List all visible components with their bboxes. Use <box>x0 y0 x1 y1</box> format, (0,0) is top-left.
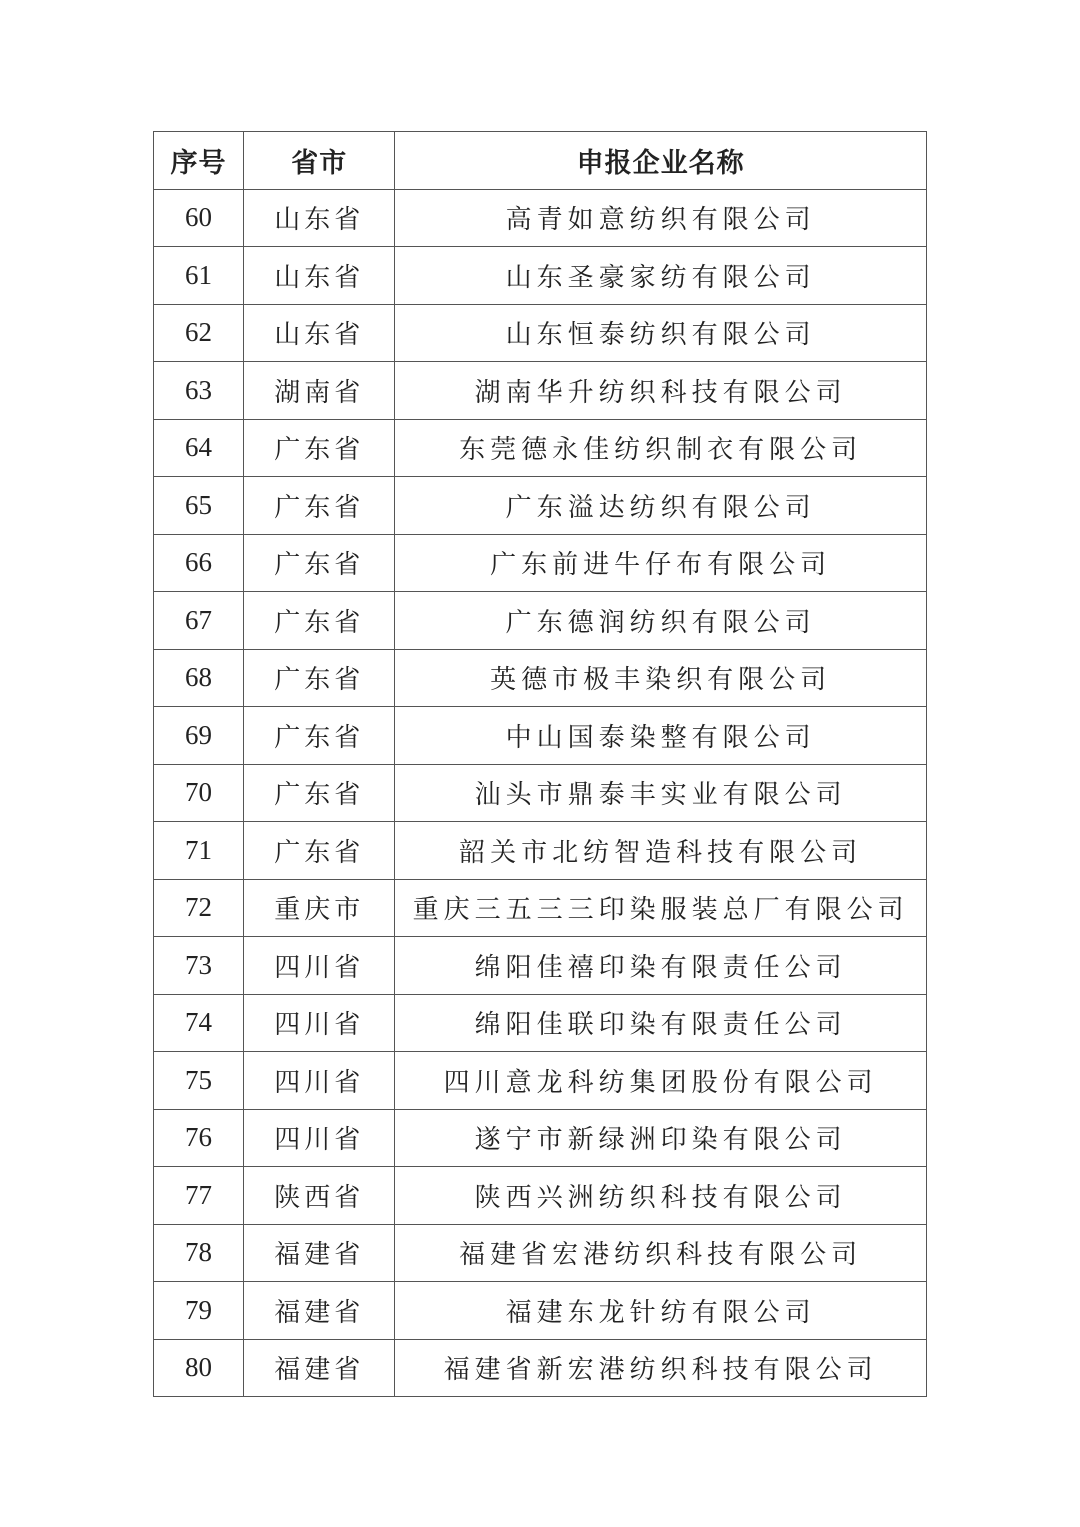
header-company-name: 申报企业名称 <box>395 132 927 190</box>
cell-province: 陕西省 <box>244 1167 395 1225</box>
cell-company-name: 福建东龙针纺有限公司 <box>395 1282 927 1340</box>
table-row <box>154 1167 927 1225</box>
table-row <box>154 592 927 650</box>
cell-province: 四川省 <box>244 1109 395 1167</box>
cell-company-name: 福建省新宏港纺织科技有限公司 <box>395 1339 927 1397</box>
cell-company-name: 重庆三五三三印染服装总厂有限公司 <box>395 879 927 937</box>
cell-province: 山东省 <box>244 189 395 247</box>
cell-company-name: 四川意龙科纺集团股份有限公司 <box>395 1052 927 1110</box>
table-row <box>154 1224 927 1282</box>
cell-company-name: 山东圣豪家纺有限公司 <box>395 247 927 305</box>
cell-serial-number: 60 <box>154 189 244 247</box>
cell-company-name: 中山国泰染整有限公司 <box>395 707 927 765</box>
cell-company-name: 东莞德永佳纺织制衣有限公司 <box>395 419 927 477</box>
cell-serial-number: 64 <box>154 419 244 477</box>
cell-company-name: 高青如意纺织有限公司 <box>395 189 927 247</box>
table-row <box>154 1109 927 1167</box>
table-row <box>154 649 927 707</box>
table-row <box>154 879 927 937</box>
table-row <box>154 707 927 765</box>
cell-serial-number: 80 <box>154 1339 244 1397</box>
table-row <box>154 822 927 880</box>
cell-company-name: 广东溢达纺织有限公司 <box>395 477 927 535</box>
cell-province: 湖南省 <box>244 362 395 420</box>
cell-company-name: 广东前进牛仔布有限公司 <box>395 534 927 592</box>
cell-company-name: 遂宁市新绿洲印染有限公司 <box>395 1109 927 1167</box>
cell-company-name: 绵阳佳禧印染有限责任公司 <box>395 937 927 995</box>
cell-province: 四川省 <box>244 994 395 1052</box>
header-province: 省市 <box>244 132 395 190</box>
cell-province: 福建省 <box>244 1339 395 1397</box>
table-row <box>154 477 927 535</box>
enterprise-table <box>153 131 927 1397</box>
table-row <box>154 189 927 247</box>
cell-province: 四川省 <box>244 937 395 995</box>
cell-company-name: 福建省宏港纺织科技有限公司 <box>395 1224 927 1282</box>
cell-province: 福建省 <box>244 1224 395 1282</box>
cell-province: 四川省 <box>244 1052 395 1110</box>
cell-serial-number: 77 <box>154 1167 244 1225</box>
cell-serial-number: 69 <box>154 707 244 765</box>
table-row <box>154 764 927 822</box>
cell-province: 广东省 <box>244 419 395 477</box>
cell-company-name: 山东恒泰纺织有限公司 <box>395 304 927 362</box>
table-row <box>154 994 927 1052</box>
cell-serial-number: 62 <box>154 304 244 362</box>
cell-company-name: 英德市极丰染织有限公司 <box>395 649 927 707</box>
cell-serial-number: 74 <box>154 994 244 1052</box>
cell-serial-number: 72 <box>154 879 244 937</box>
cell-serial-number: 66 <box>154 534 244 592</box>
cell-serial-number: 68 <box>154 649 244 707</box>
table-row <box>154 362 927 420</box>
table-row <box>154 247 927 305</box>
cell-province: 福建省 <box>244 1282 395 1340</box>
cell-serial-number: 65 <box>154 477 244 535</box>
cell-company-name: 陕西兴洲纺织科技有限公司 <box>395 1167 927 1225</box>
cell-company-name: 韶关市北纺智造科技有限公司 <box>395 822 927 880</box>
cell-serial-number: 78 <box>154 1224 244 1282</box>
cell-serial-number: 71 <box>154 822 244 880</box>
table-row <box>154 304 927 362</box>
cell-province: 重庆市 <box>244 879 395 937</box>
cell-serial-number: 79 <box>154 1282 244 1340</box>
cell-serial-number: 61 <box>154 247 244 305</box>
cell-province: 广东省 <box>244 649 395 707</box>
cell-company-name: 湖南华升纺织科技有限公司 <box>395 362 927 420</box>
table-row <box>154 1282 927 1340</box>
cell-serial-number: 73 <box>154 937 244 995</box>
cell-province: 山东省 <box>244 304 395 362</box>
cell-company-name: 汕头市鼎泰丰实业有限公司 <box>395 764 927 822</box>
cell-serial-number: 67 <box>154 592 244 650</box>
table-row <box>154 1052 927 1110</box>
table-header-row <box>154 132 927 190</box>
table-row <box>154 937 927 995</box>
cell-province: 广东省 <box>244 477 395 535</box>
cell-province: 广东省 <box>244 592 395 650</box>
cell-serial-number: 76 <box>154 1109 244 1167</box>
cell-province: 广东省 <box>244 534 395 592</box>
cell-province: 广东省 <box>244 822 395 880</box>
cell-serial-number: 70 <box>154 764 244 822</box>
cell-serial-number: 63 <box>154 362 244 420</box>
cell-province: 山东省 <box>244 247 395 305</box>
cell-company-name: 绵阳佳联印染有限责任公司 <box>395 994 927 1052</box>
cell-company-name: 广东德润纺织有限公司 <box>395 592 927 650</box>
table-row <box>154 419 927 477</box>
table-row <box>154 534 927 592</box>
cell-serial-number: 75 <box>154 1052 244 1110</box>
header-serial-number: 序号 <box>154 132 244 190</box>
cell-province: 广东省 <box>244 707 395 765</box>
cell-province: 广东省 <box>244 764 395 822</box>
table-row <box>154 1339 927 1397</box>
